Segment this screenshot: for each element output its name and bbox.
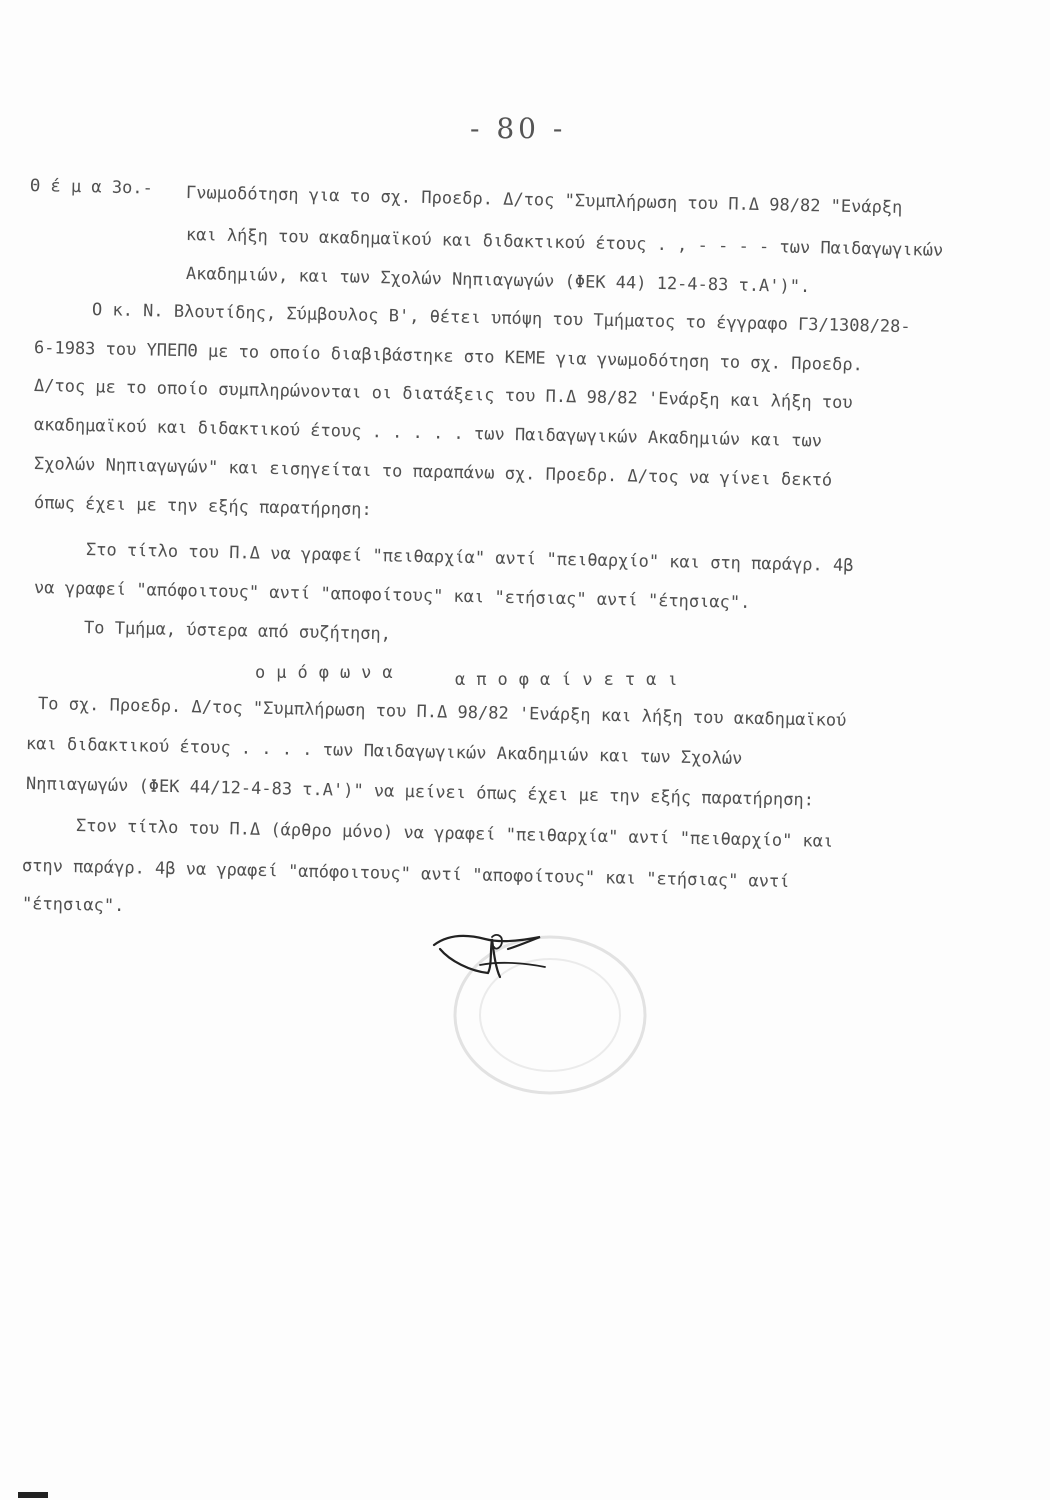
topic-line-3: Ακαδημιών, και των Σχολών Νηπιαγωγών (ΦΕΚ 44) 12-4-83 τ.Α')". xyxy=(185,264,811,298)
paragraph-1-line: Σχολών Νηπιαγωγών" και εισηγείται το παραπάνω σχ. Προεδρ. Δ/τος να γίνει δεκτό xyxy=(33,454,833,491)
paragraph-1-line: Ο κ. Ν. Βλουτίδης, Σύμβουλος Β', θέτει υπόψη του Τμήματος το έγγραφο Γ3/1308/28- xyxy=(91,300,911,338)
topic-line-2: και λήξη του ακαδημαϊκού και διδακτικού έτους . , - - - - των Παιδαγωγικών xyxy=(185,225,944,261)
paragraph-4-line: Το σχ. Προεδρ. Δ/τος "Συμπλήρωση του Π.Δ 98/82 'Ενάρξη και λήξη του ακαδημαϊκού xyxy=(37,694,847,731)
page-number: - 80 - xyxy=(470,112,567,145)
paragraph-2-line: Στο τίτλο του Π.Δ να γραφεί "πειθαρχία" αντί "πειθαρχίο" και στη παράγρ. 4β xyxy=(85,540,854,577)
paragraph-2-line: να γραφεί "απόφοιτους" αντί "αποφοίτους" και "ετήσιας" αντί "έτησιας". xyxy=(33,578,751,614)
topic-label: Θ έ μ α 3ο.- xyxy=(29,176,154,199)
paragraph-1-line: ακαδημαϊκού και διδακτικού έτους . . . . . των Παιδαγωγικών Ακαδημιών και των xyxy=(33,415,823,452)
topic-line-1: Γνωμοδότηση για το σχ. Προεδρ. Δ/τος "Συμπλήρωση του Π.Δ 98/82 "Ενάρξη xyxy=(185,183,903,219)
scan-corner-mark xyxy=(18,1492,48,1498)
paragraph-4-line: και διδακτικού έτους . . . . των Παιδαγωγικών Ακαδημιών και των Σχολών xyxy=(25,734,743,770)
decision-heading-left: ομόφωνα xyxy=(255,663,404,683)
paragraph-1-line: όπως έχει με την εξής παρατήρηση: xyxy=(33,493,372,521)
paragraph-1-line: Δ/τος με το οποίο συμπληρώνονται οι διατάξεις του Π.Δ 98/82 'Ενάρξη και λήξη του xyxy=(33,376,853,414)
paragraph-4-line: Νηπιαγωγών (ΦΕΚ 44/12-4-83 τ.Α')" να μείνει όπως έχει με την εξής παρατήρηση: xyxy=(25,774,815,811)
handwritten-signature xyxy=(430,925,560,985)
decision-heading-right: αποφαίνεται xyxy=(455,670,689,690)
paragraph-5-line: στην παράγρ. 4β να γραφεί "απόφοιτους" αντί "αποφοίτους" και "ετήσιας" αντί xyxy=(21,856,790,893)
paragraph-3: Το Τμήμα, ύστερα από συζήτηση, xyxy=(83,618,392,645)
paragraph-5-line: "έτησιας". xyxy=(21,894,125,917)
paragraph-1-line: 6-1983 του ΥΠΕΠΘ με το οποίο διαβιβάστηκε στο ΚΕΜΕ για γνωμοδότηση το σχ. Προεδρ. xyxy=(33,338,864,376)
paragraph-5-line: Στον τίτλο του Π.Δ (άρθρο μόνο) να γραφεί "πειθαρχία" αντί "πειθαρχίο" και xyxy=(75,816,834,852)
